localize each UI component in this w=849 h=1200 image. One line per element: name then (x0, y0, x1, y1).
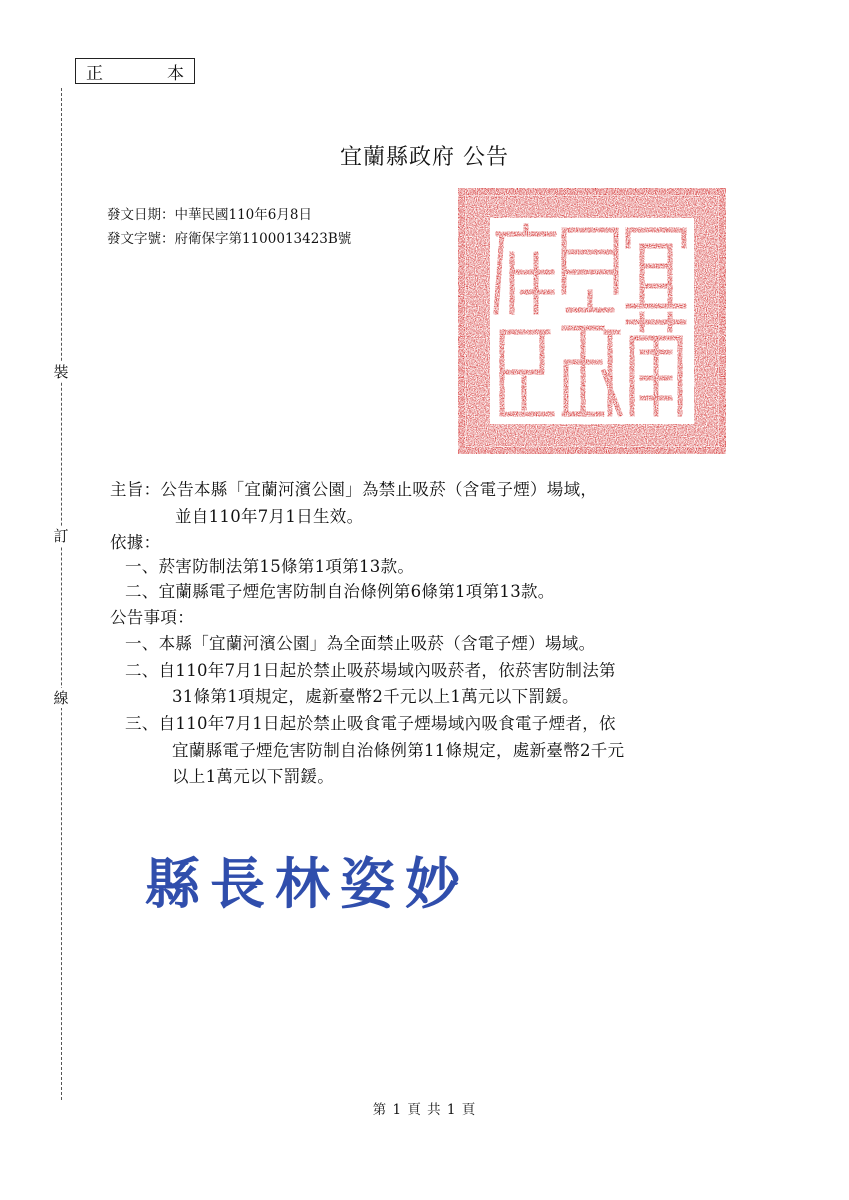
basis-item-1: 一、菸害防制法第15條第1項第13款。 (125, 557, 415, 576)
binding-mark-xian: 線 (49, 688, 73, 708)
magistrate-signature-stamp (145, 840, 470, 919)
binding-line (61, 88, 62, 1100)
copy-box-left-char: 正 (86, 63, 103, 84)
page-number: 第 1 頁 共 1 頁 (372, 1102, 477, 1118)
notice-item-2-line-2: 31條第1項規定，處新臺幣2千元以上1萬元以下罰鍰。 (172, 687, 579, 706)
subject-line-1: 主旨：公告本縣「宜蘭河濱公園」為禁止吸菸（含電子煙）場域， (110, 480, 598, 499)
subject-line-2: 並自110年7月1日生效。 (175, 507, 364, 526)
original-copy-box (75, 58, 195, 84)
copy-box-right-char: 本 (167, 63, 184, 84)
signature-text: 縣長林姿妙 (145, 851, 471, 916)
basis-heading: 依據： (110, 533, 161, 552)
document-number: 發文字號：府衛保字第1100013423B號 (107, 231, 352, 247)
official-seal-icon (452, 182, 732, 460)
notice-item-3-line-3: 以上1萬元以下罰鍰。 (172, 767, 334, 786)
notice-item-1: 一、本縣「宜蘭河濱公園」為全面禁止吸菸（含電子煙）場域。 (125, 634, 596, 653)
notice-item-3-line-1: 三、自110年7月1日起於禁止吸食電子煙場域內吸食電子煙者，依 (125, 714, 616, 733)
notice-heading: 公告事項： (110, 608, 194, 627)
notice-item-3-line-2: 宜蘭縣電子煙危害防制自治條例第11條規定，處新臺幣2千元 (172, 741, 625, 760)
notice-item-2-line-1: 二、自110年7月1日起於禁止吸菸場域內吸菸者，依菸害防制法第 (125, 661, 616, 680)
page-title: 宜蘭縣政府 公告 (340, 145, 509, 170)
issue-date: 發文日期：中華民國110年6月8日 (107, 207, 312, 223)
binding-mark-zhuang: 裝 (49, 362, 73, 382)
binding-mark-ding: 訂 (49, 526, 73, 546)
basis-item-2: 二、宜蘭縣電子煙危害防制自治條例第6條第1項第13款。 (125, 582, 555, 601)
